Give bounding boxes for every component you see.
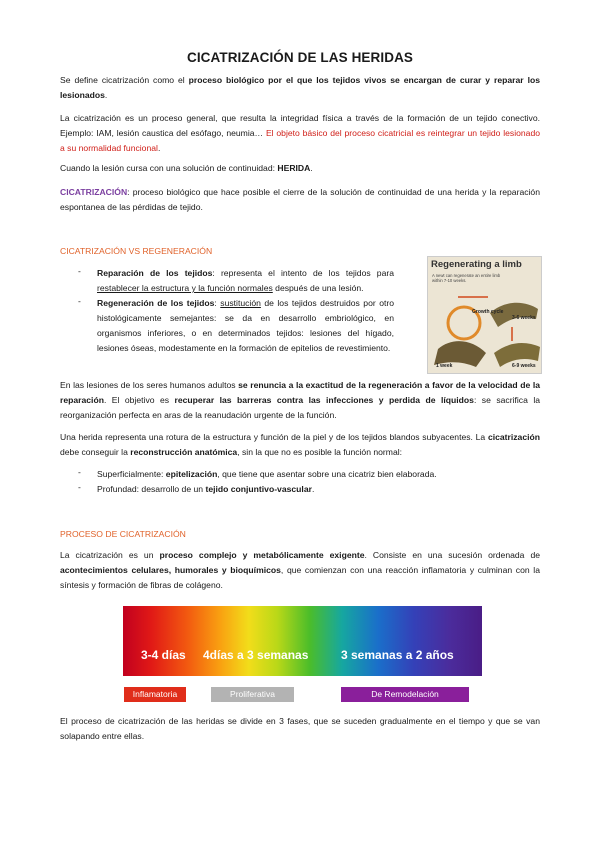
paragraph-proceso: La cicatrización es un proceso complejo y metabólicamente exigente. Consiste en una sucesión ordenada de acontecimientos celulares, humorales y bioquímicos, que comienzan con una reacción inflamatoria y culminan con la síntesis y formación de fibras de colágeno. bbox=[60, 550, 541, 590]
paragraph-adultos: En las lesiones de los seres humanos adultos se renuncia a la exactitud de la regeneración a favor de la velocidad de la reparación. El objetivo es recuperar las barreras contra las infecciones y perdida de líquidos: se sacrifica la reorganización perfecta en aras de la reanudación urgente de la función. bbox=[60, 380, 541, 420]
bullet-marker: - bbox=[78, 482, 81, 492]
section-heading-regeneracion: CICATRIZACIÓN VS REGENERACIÓN bbox=[60, 246, 213, 256]
spectrum-label-3-4-dias: 3-4 días bbox=[141, 648, 186, 662]
section-heading-proceso: PROCESO DE CICATRIZACIÓN bbox=[60, 529, 186, 539]
spectrum-label-3-semanas-2-anos: 3 semanas a 2 años bbox=[341, 648, 454, 662]
bullet-regeneracion: Regeneración de los tejidos: sustitución de los tejidos destruidos por otro histológicamente semejantes: se da en desarrollo embriológico, en organismos inferiores, o en determinados tejidos: lesiones del hígado, lesiones óseas, modestamente en la formación de epitelios de revestimiento. bbox=[97, 298, 395, 353]
paragraph-herida-rotura: Una herida representa una rotura de la estructura y función de la piel y de los tejidos blandos subyacentes. La cicatrización debe conseguir la reconstrucción anatómica, sin la que no es posible la función normal: bbox=[60, 432, 540, 457]
phase-remodelacion: De Remodelación bbox=[341, 687, 469, 702]
paragraph-fases: El proceso de cicatrización de las heridas se divide en 3 fases, que se suceden gradualmente en el tiempo y que se van solapando entre ellas. bbox=[60, 716, 540, 741]
figure-label-6-9-weeks: 6-9 weeks bbox=[512, 363, 536, 369]
regenerating-limb-figure bbox=[427, 256, 542, 374]
paragraph-cicatrizacion-def: CICATRIZACIÓN: proceso biológico que hace posible el cierre de la solución de continuidad de una herida y la reparación espontanea de las pérdidas de tejido. bbox=[60, 187, 540, 212]
figure-label-growth: Growth cycle bbox=[472, 309, 504, 315]
healing-timeline-spectrum bbox=[123, 606, 482, 676]
bullet-marker: - bbox=[78, 467, 81, 477]
bullet-marker: - bbox=[78, 296, 81, 306]
figure-title: Regenerating a limb bbox=[431, 259, 522, 270]
figure-subtitle: A newt can regenerate an entire limb within 7-10 weeks. bbox=[432, 273, 501, 283]
phase-inflamatoria: Inflamatoria bbox=[124, 687, 186, 702]
spectrum-label-4-dias-3-semanas: 4días a 3 semanas bbox=[203, 648, 309, 662]
bullet-reparacion: Reparación de los tejidos: representa el intento de los tejidos para restablecer la estructura y la función normales después de una lesión. bbox=[97, 268, 395, 293]
paragraph-general: La cicatrización es un proceso general, que resulta la integridad física a través de la formación de un tejido conectivo. Ejemplo: IAM, lesión caustica del esófago, neumia… El objeto básico del proceso cicatricial es reintegrar un tejido lesionado a su normalidad funcional. bbox=[60, 113, 541, 153]
page-title: CICATRIZACIÓN DE LAS HERIDAS bbox=[186, 50, 414, 65]
bullet-profundad: Profundad: desarrollo de un tejido conjuntivo-vascular. bbox=[97, 484, 315, 494]
bullet-superficial: Superficialmente: epitelización, que tiene que asentar sobre una cicatriz bien elaborada. bbox=[97, 469, 437, 479]
paragraph-herida: Cuando la lesión cursa con una solución de continuidad: HERIDA. bbox=[60, 163, 313, 173]
figure-label-3-6-weeks: 3-6 weeks bbox=[512, 315, 536, 321]
figure-label-1-week: 1 week bbox=[436, 363, 453, 369]
paragraph-definition: Se define cicatrización como el proceso biológico por el que los tejidos vivos se encargan de curar y reparar los lesionados. bbox=[60, 75, 540, 100]
bullet-marker: - bbox=[78, 266, 81, 276]
phase-proliferativa: Proliferativa bbox=[211, 687, 294, 702]
